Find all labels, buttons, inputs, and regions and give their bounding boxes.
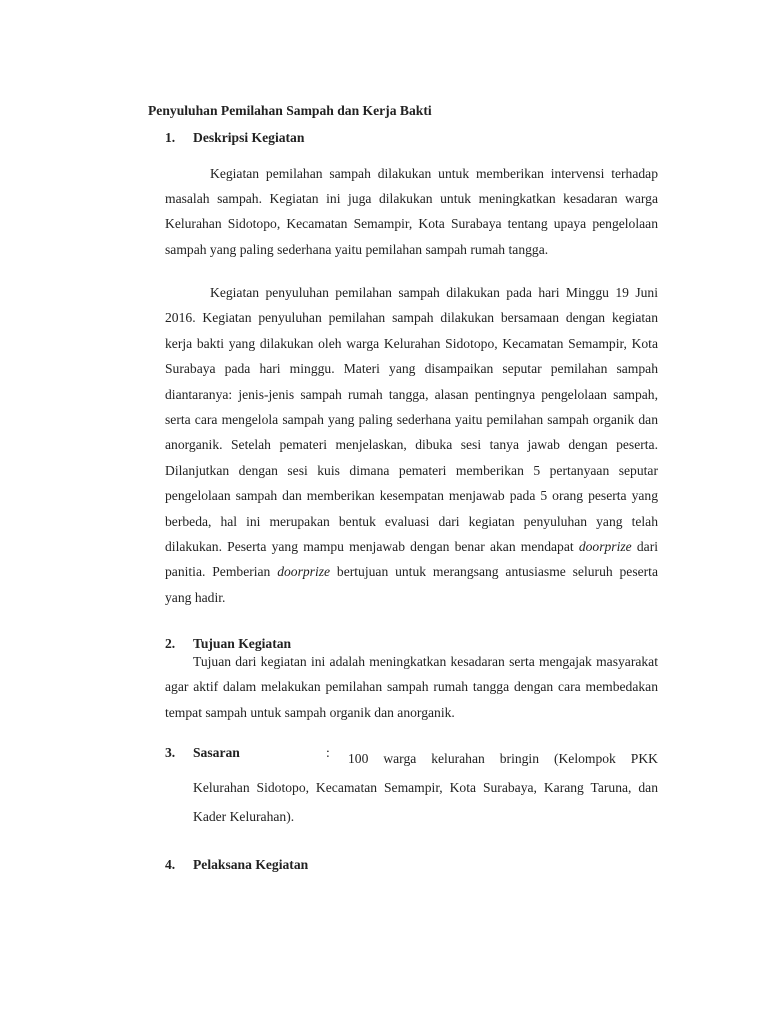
section-number: 1. bbox=[165, 130, 176, 145]
paragraph-3: Tujuan dari kegiatan ini adalah meningkatkan kesadaran serta mengajak masyarakat agar aktif dalam melakukan pemilahan sampah rumah tangga dengan cara membedakan tempat sampah untuk sampah organik dan anorganik. bbox=[165, 654, 658, 720]
section-number: 3. bbox=[165, 745, 176, 760]
document-title: Penyuluhan Pemilahan Sampah dan Kerja Bakti bbox=[148, 103, 432, 118]
paragraph-1: Kegiatan pemilahan sampah dilakukan untuk memberikan intervensi terhadap masalah sampah. Kegiatan ini juga dilakukan untuk meningkatkan kesadaran warga Kelurahan Sidotopo, Kecamatan Semampir, Kota Surabaya tentang upaya pengelolaan sampah yang paling sederhana yaitu pemilahan sampah rumah tangga. bbox=[165, 166, 658, 257]
section-title: Sasaran bbox=[193, 745, 240, 760]
paragraph-text: Kegiatan penyuluhan pemilahan sampah dilakukan pada hari Minggu 19 Juni 2016. Kegiatan penyuluhan pemilahan sampah dilakukan bersamaan dengan kegiatan kerja bakti yang dilakukan oleh warga Kelurahan Sidotopo, Kecamatan Semampir, Kota Surabaya pada hari minggu. Materi yang disampaikan seputar pemilahan sampah diantaranya: jenis-jenis sampah rumah tangga, alasan pentingnya pengelolaan sampah, serta cara mengelola sampah yang paling sederhana yaitu pemilahan sampah organik dan anorganik. Setelah pemateri menjelaskan, dibuka sesi tanya jawab dengan peserta. Dilanjutkan dengan sesi kuis dimana pemateri memberikan 5 pertanyaan seputar pengelolaan sampah dan memberikan kesempatan menjawab pada 5 orang peserta yang berbeda, hal ini merupakan bentuk evaluasi dari kegiatan penyuluhan yang telah dilakukan. Peserta yang mampu menjawab dengan benar akan mendapat bbox=[165, 285, 658, 555]
paragraph-text: dari panitia. Pemberian bbox=[165, 539, 658, 580]
section-title: Pelaksana Kegiatan bbox=[193, 857, 309, 872]
section-title: Tujuan Kegiatan bbox=[193, 636, 292, 651]
paragraph-2 bbox=[165, 280, 658, 610]
section-title: Deskripsi Kegiatan bbox=[193, 130, 305, 145]
italic-term: doorprize bbox=[277, 564, 331, 580]
sasaran-value: 100 warga kelurahan bringin (Kelompok PKK Kelurahan Sidotopo, Kecamatan Semampir, Kota Surabaya, Karang Taruna, dan Kader Kelurahan). bbox=[193, 751, 658, 824]
section-number: 4. bbox=[165, 857, 176, 872]
sasaran-separator: : bbox=[326, 745, 330, 760]
italic-term: doorprize bbox=[578, 539, 632, 555]
paragraph-text: bertujuan untuk merangsang antusiasme seluruh peserta yang hadir. bbox=[165, 564, 658, 605]
section-number: 2. bbox=[165, 636, 176, 651]
